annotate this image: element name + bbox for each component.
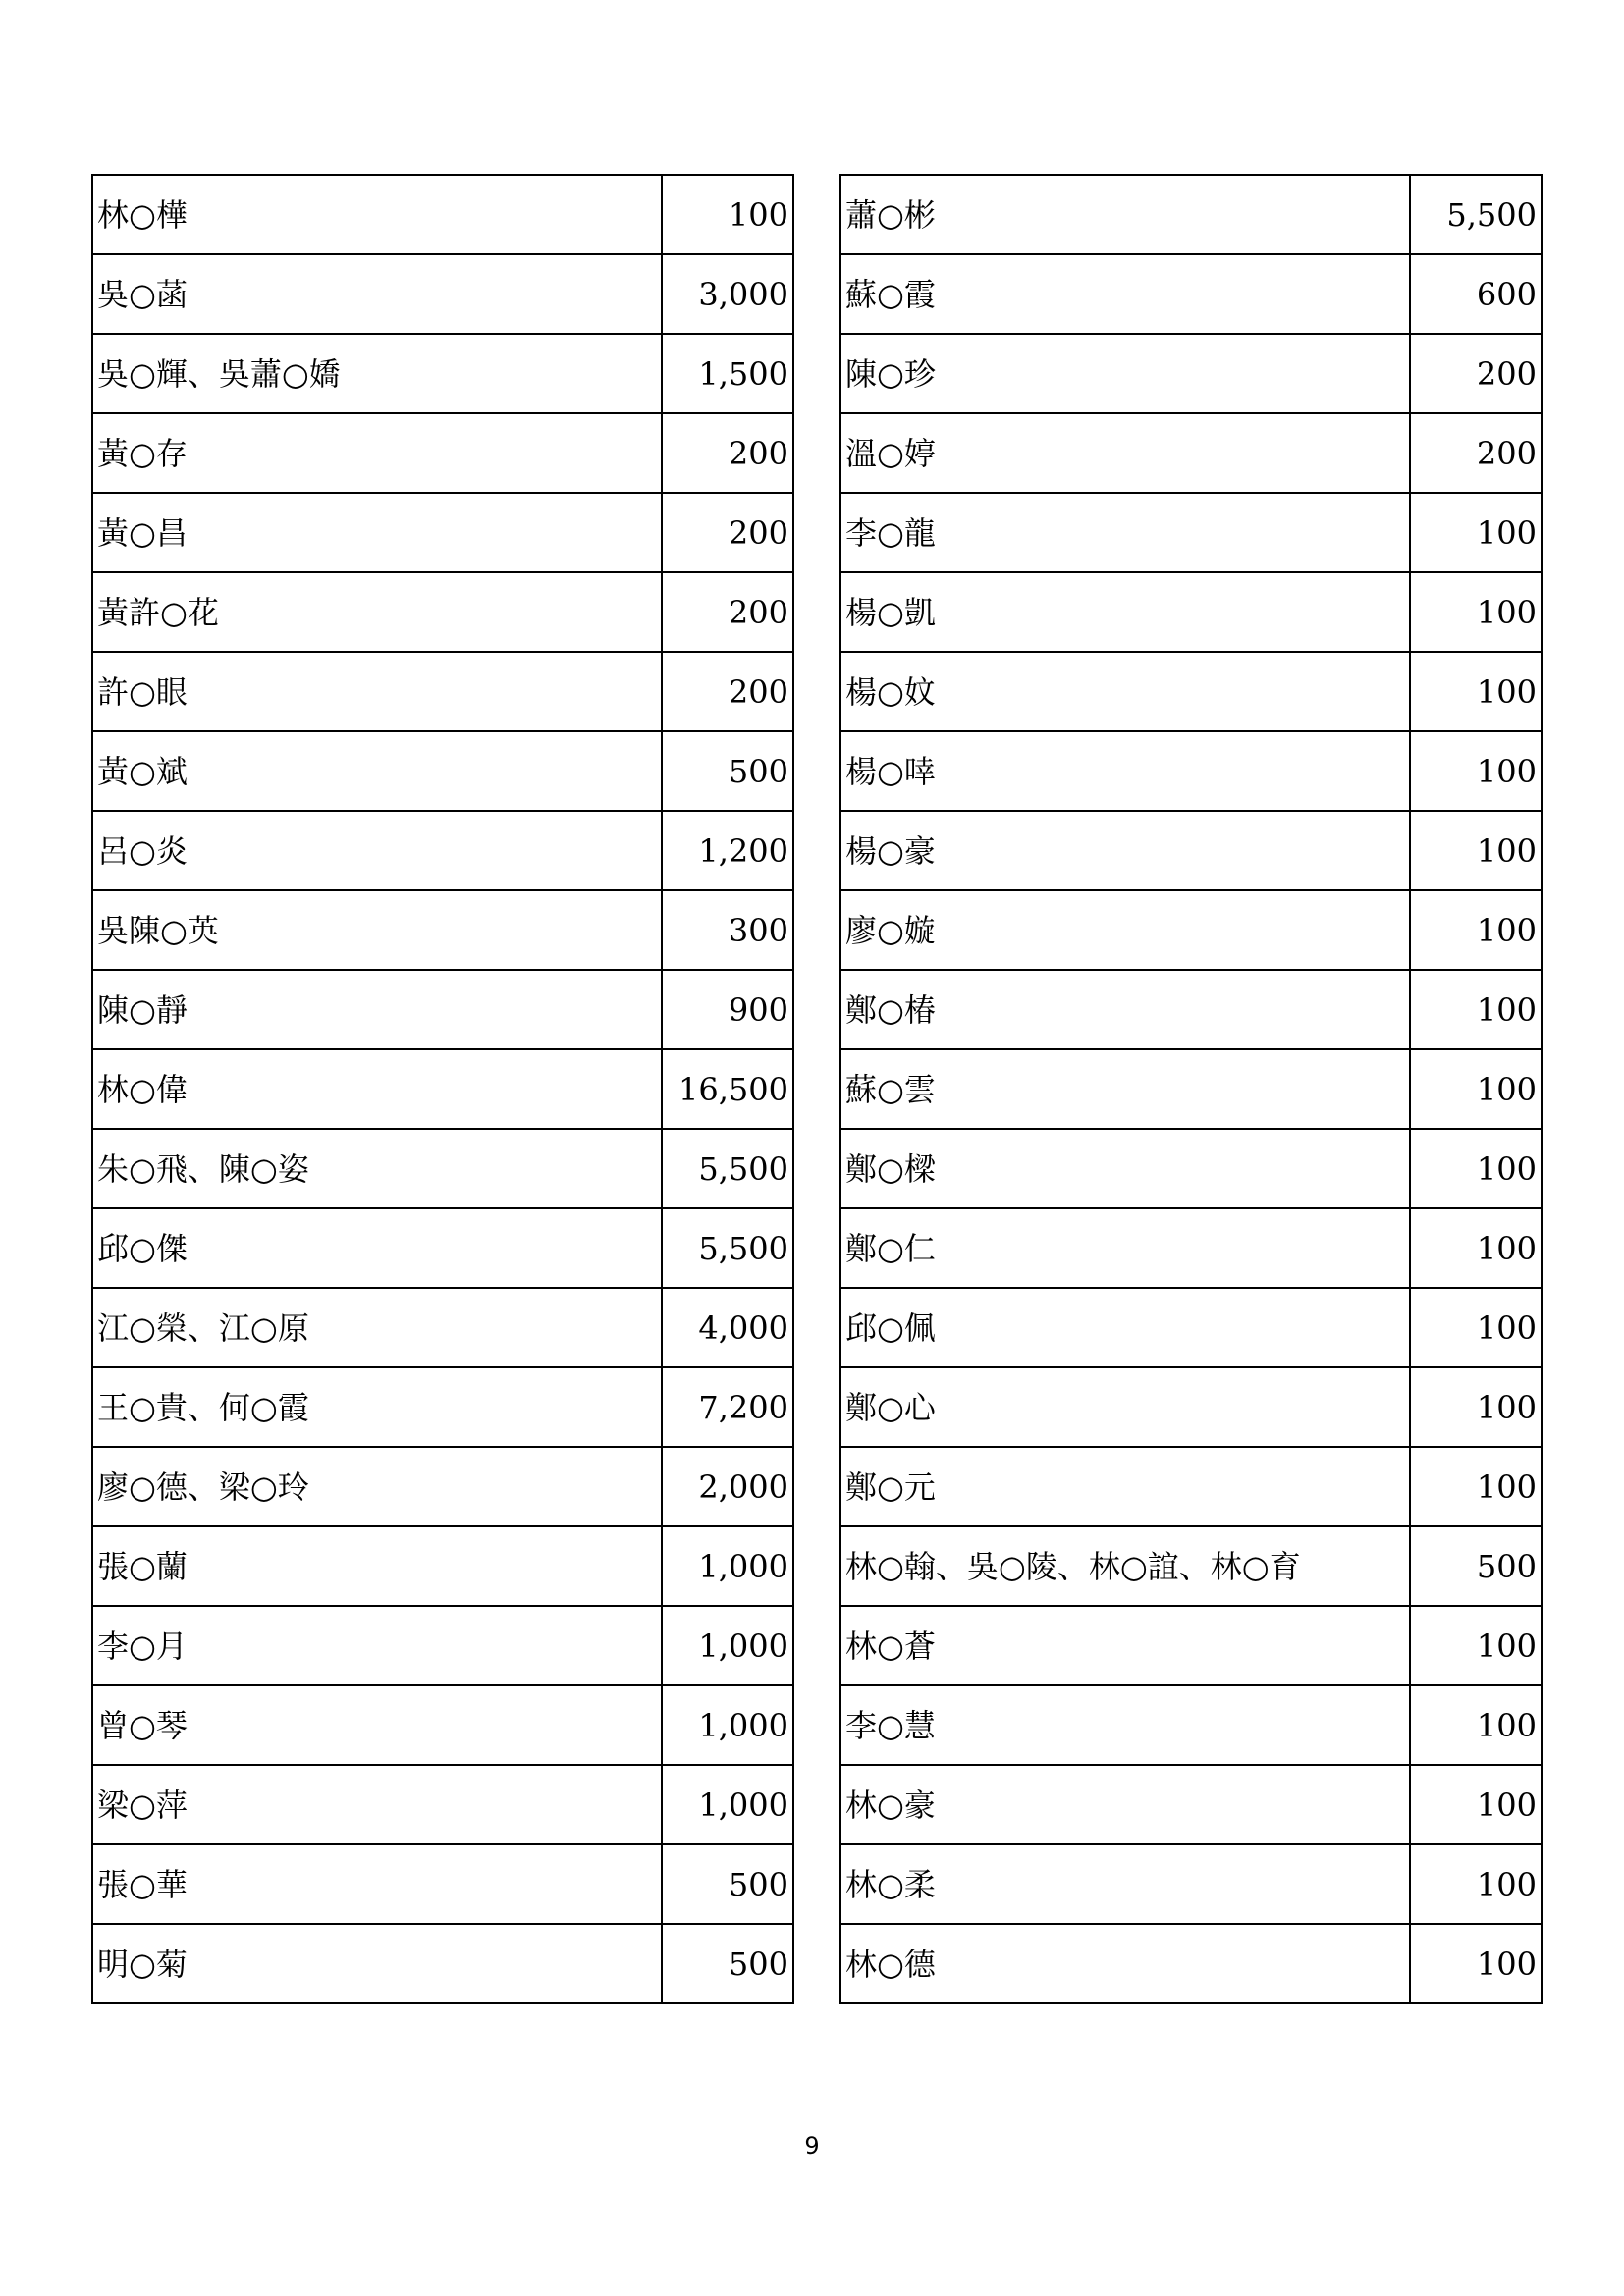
donation-amount-cell: 5,500 [662,1208,793,1288]
table-row [840,1049,1542,1129]
donation-amount-cell: 900 [662,970,793,1049]
donation-amount-cell: 100 [1410,970,1542,1049]
donor-name-cell: 黃○昌 [92,493,662,572]
table-row [92,572,793,652]
table-row [92,175,793,254]
donation-amount-cell: 600 [1410,254,1542,334]
table-row [840,1685,1542,1765]
table-row [92,1924,793,2003]
donor-name-cell: 楊○凱 [840,572,1410,652]
donation-amount-cell: 200 [1410,334,1542,413]
donation-amount-cell: 100 [1410,1129,1542,1208]
donor-name-cell: 蕭○彬 [840,175,1410,254]
donor-name-cell: 廖○嫙 [840,890,1410,970]
donation-amount-cell: 100 [1410,890,1542,970]
donor-name-cell: 楊○豪 [840,811,1410,890]
table-row [840,413,1542,493]
donor-name-cell: 邱○佩 [840,1288,1410,1367]
donor-name-cell: 林○德 [840,1924,1410,2003]
donor-name-cell: 梁○萍 [92,1765,662,1844]
donor-name-cell: 陳○靜 [92,970,662,1049]
table-row [840,731,1542,811]
table-row [840,1606,1542,1685]
donation-amount-cell: 100 [1410,1447,1542,1526]
left-donor-table [91,174,794,2004]
donor-name-cell: 蘇○雲 [840,1049,1410,1129]
donor-name-cell: 林○柔 [840,1844,1410,1924]
table-row [840,1765,1542,1844]
donor-name-cell: 呂○炎 [92,811,662,890]
donor-name-cell: 林○偉 [92,1049,662,1129]
donor-name-cell: 李○龍 [840,493,1410,572]
donation-amount-cell: 4,000 [662,1288,793,1367]
donor-name-cell: 張○華 [92,1844,662,1924]
donation-amount-cell: 1,000 [662,1606,793,1685]
donation-amount-cell: 500 [662,1924,793,2003]
table-row [840,254,1542,334]
donation-amount-cell: 500 [662,1844,793,1924]
donation-amount-cell: 100 [1410,652,1542,731]
table-row [92,890,793,970]
table-row [840,890,1542,970]
table-row [840,334,1542,413]
table-row [92,1765,793,1844]
donor-name-cell: 溫○婷 [840,413,1410,493]
table-row [92,254,793,334]
donor-name-cell: 陳○珍 [840,334,1410,413]
table-row [840,175,1542,254]
donation-amount-cell: 7,200 [662,1367,793,1447]
donation-amount-cell: 200 [1410,413,1542,493]
table-row [840,1208,1542,1288]
donation-amount-cell: 100 [1410,1049,1542,1129]
donation-amount-cell: 200 [662,572,793,652]
donor-name-cell: 楊○啈 [840,731,1410,811]
table-row [92,1049,793,1129]
donor-name-cell: 林○樺 [92,175,662,254]
donor-name-cell: 鄭○元 [840,1447,1410,1526]
table-row [92,731,793,811]
donor-name-cell: 李○月 [92,1606,662,1685]
donor-name-cell: 曾○琴 [92,1685,662,1765]
right-donor-table [839,174,1543,2004]
table-row [92,1208,793,1288]
donor-name-cell: 鄭○心 [840,1367,1410,1447]
donor-name-cell: 楊○妏 [840,652,1410,731]
table-row [92,1367,793,1447]
donation-amount-cell: 5,500 [1410,175,1542,254]
donation-amount-cell: 100 [1410,731,1542,811]
table-row [840,652,1542,731]
donor-name-cell: 林○豪 [840,1765,1410,1844]
donation-amount-cell: 100 [1410,1844,1542,1924]
table-row [92,970,793,1049]
table-row [840,493,1542,572]
table-row [840,1288,1542,1367]
donation-amount-cell: 1,000 [662,1685,793,1765]
donation-amount-cell: 500 [662,731,793,811]
donor-name-cell: 明○菊 [92,1924,662,2003]
donor-name-cell: 鄭○椿 [840,970,1410,1049]
page-number: 9 [804,2132,820,2160]
table-row [92,652,793,731]
donation-amount-cell: 100 [1410,493,1542,572]
donation-amount-cell: 1,000 [662,1765,793,1844]
donor-name-cell: 吳○菡 [92,254,662,334]
table-row [840,970,1542,1049]
table-row [92,811,793,890]
donor-name-cell: 蘇○霞 [840,254,1410,334]
donor-name-cell: 林○翰、吳○陵、林○誼、林○育 [840,1526,1410,1606]
donation-amount-cell: 100 [1410,1765,1542,1844]
donation-amount-cell: 100 [1410,1208,1542,1288]
table-row [840,1924,1542,2003]
donor-name-cell: 林○蒼 [840,1606,1410,1685]
donation-amount-cell: 100 [1410,1606,1542,1685]
table-row [840,811,1542,890]
table-row [92,1844,793,1924]
table-row [840,1447,1542,1526]
table-row [92,493,793,572]
donation-amount-cell: 16,500 [662,1049,793,1129]
donor-name-cell: 李○慧 [840,1685,1410,1765]
table-row [840,1367,1542,1447]
table-row [840,1526,1542,1606]
donation-amount-cell: 100 [662,175,793,254]
donation-amount-cell: 1,500 [662,334,793,413]
table-row [92,1288,793,1367]
table-row [92,334,793,413]
donor-name-cell: 鄭○仁 [840,1208,1410,1288]
table-row [92,1129,793,1208]
donor-name-cell: 鄭○樑 [840,1129,1410,1208]
table-row [92,1526,793,1606]
donation-amount-cell: 1,200 [662,811,793,890]
donation-amount-cell: 1,000 [662,1526,793,1606]
right-donor-table-body [840,175,1542,2003]
table-row [92,413,793,493]
donor-name-cell: 黃許○花 [92,572,662,652]
donation-amount-cell: 100 [1410,1685,1542,1765]
donor-name-cell: 江○榮、江○原 [92,1288,662,1367]
donor-name-cell: 黃○存 [92,413,662,493]
donor-name-cell: 黃○斌 [92,731,662,811]
donor-name-cell: 吳陳○英 [92,890,662,970]
left-donor-table-body [92,175,793,2003]
donation-amount-cell: 2,000 [662,1447,793,1526]
donation-amount-cell: 100 [1410,1924,1542,2003]
donation-amount-cell: 100 [1410,1288,1542,1367]
donor-name-cell: 吳○輝、吳蕭○嬌 [92,334,662,413]
donation-amount-cell: 5,500 [662,1129,793,1208]
donor-name-cell: 許○眼 [92,652,662,731]
table-row [92,1606,793,1685]
donation-amount-cell: 500 [1410,1526,1542,1606]
table-row [92,1685,793,1765]
donor-name-cell: 張○蘭 [92,1526,662,1606]
donation-amount-cell: 100 [1410,572,1542,652]
table-row [840,1129,1542,1208]
table-row [840,1844,1542,1924]
donation-amount-cell: 200 [662,493,793,572]
donor-name-cell: 邱○傑 [92,1208,662,1288]
donor-name-cell: 朱○飛、陳○姿 [92,1129,662,1208]
table-row [92,1447,793,1526]
donation-amount-cell: 300 [662,890,793,970]
donor-name-cell: 廖○德、梁○玲 [92,1447,662,1526]
donation-amount-cell: 3,000 [662,254,793,334]
donation-amount-cell: 200 [662,652,793,731]
table-row [840,572,1542,652]
donation-amount-cell: 100 [1410,811,1542,890]
donation-amount-cell: 200 [662,413,793,493]
donor-name-cell: 王○貴、何○霞 [92,1367,662,1447]
donation-amount-cell: 100 [1410,1367,1542,1447]
